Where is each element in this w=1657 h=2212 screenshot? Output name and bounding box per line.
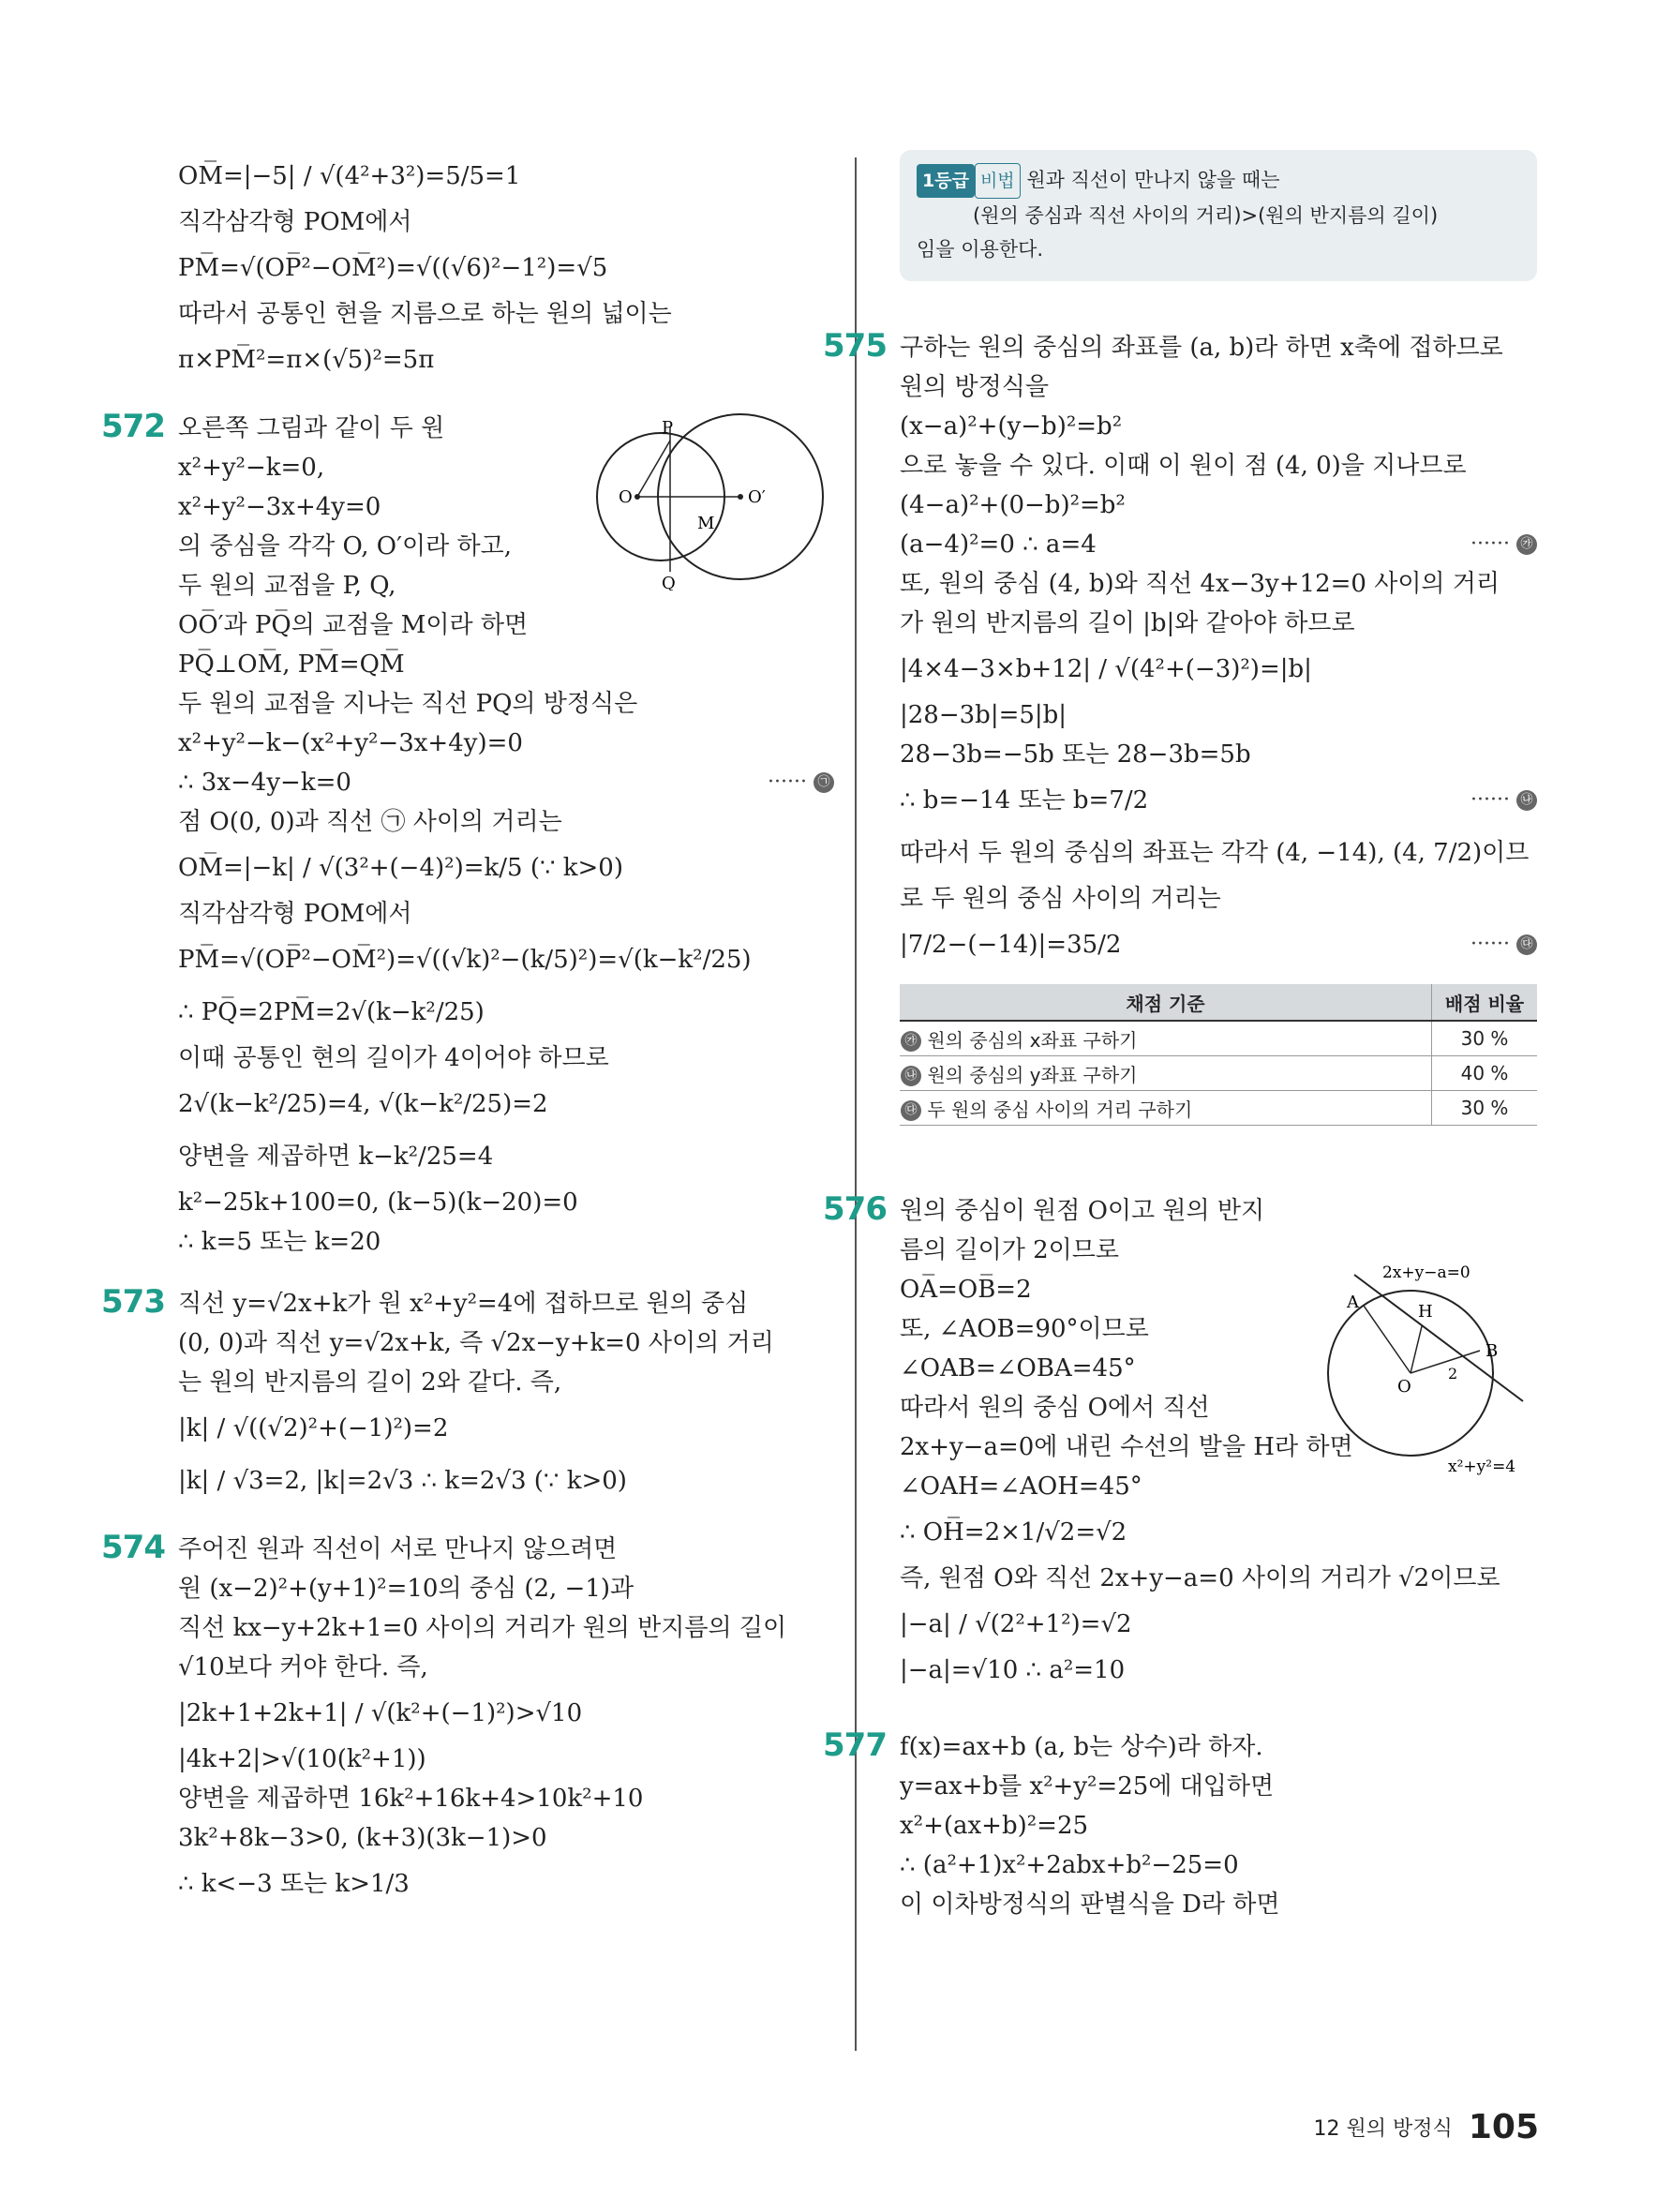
label-b: B — [1485, 1341, 1499, 1361]
solution-line — [900, 1651, 1537, 1690]
solution-text: 원 (x−2)²+(y+1)²=10의 중심 (2, −1)과 — [178, 1575, 634, 1603]
solution-text: 직선 kx−y+2k+1=0 사이의 거리가 원의 반지름의 길이 — [178, 1614, 787, 1642]
segment-op — [637, 441, 670, 497]
solution-line — [178, 150, 834, 202]
solution-text: 두 원의 교점을 지나는 직선 PQ의 방정식은 — [178, 690, 638, 718]
solution-line — [178, 684, 834, 724]
label-circle: x²+y²=4 — [1448, 1457, 1516, 1476]
solution-text: OO̅′과 PQ̅의 교점을 M이라 하면 — [178, 611, 529, 639]
solution-text: OM̅=|−k| / √(3²+(−4)²)=k/5 (∵ k>0) — [178, 854, 623, 882]
solution-text: 으로 놓을 수 있다. 이때 이 원이 점 (4, 0)을 지나므로 — [900, 452, 1467, 480]
solution-line — [101, 1283, 834, 1323]
solution-line — [900, 446, 1537, 486]
label-q: Q — [662, 574, 676, 590]
solution-text: 원의 방정식을 — [900, 373, 1049, 401]
solution-text: 직선 y=√2x+k가 원 x²+y²=4에 접하므로 원의 중심 — [178, 1290, 749, 1318]
table-row-mark: ㉮ — [901, 1031, 921, 1052]
solution-line — [900, 604, 1537, 643]
solution-line — [900, 879, 1537, 919]
solution-line — [178, 763, 834, 802]
segment-oh — [1411, 1326, 1422, 1373]
solution-text: 2√(k−k²/25)=4, √(k−k²/25)=2 — [178, 1090, 548, 1118]
solution-line — [178, 1363, 834, 1402]
equation-mark-label: ㉯ — [1516, 790, 1537, 811]
tip-line-3: 임을 이용한다. — [917, 238, 1044, 261]
solution-line — [178, 1222, 834, 1262]
table-header-criteria: 채점 기준 — [900, 984, 1432, 1021]
label-m: M — [697, 514, 715, 533]
solution-text: 주어진 원과 직선이 서로 만나지 않으려면 — [178, 1535, 618, 1563]
solution-text: PQ̅⊥OM̅, PM̅=QM̅ — [178, 650, 405, 679]
solution-text: OA̅=OB̅=2 — [900, 1276, 1032, 1304]
solution-line — [900, 1506, 1537, 1559]
solution-line — [178, 1858, 834, 1910]
line-2x-y-a — [1354, 1275, 1523, 1401]
problem-number: 577 — [823, 1726, 887, 1764]
solution-line — [178, 724, 834, 763]
table-row — [900, 1021, 1537, 1056]
label-o: O — [619, 487, 633, 507]
equation-mark: ······ ㉰ — [1470, 919, 1537, 971]
solution-line — [178, 242, 834, 294]
solution-text: 28−3b=−5b 또는 28−3b=5b — [900, 740, 1251, 769]
solution-text: (4−a)²+(0−b)²=b² — [900, 491, 1126, 519]
solution-text: 따라서 두 원의 중심의 좌표는 각각 (4, −14), (4, 7/2)이므 — [900, 839, 1530, 867]
solution-line — [900, 1559, 1537, 1598]
point-o — [634, 494, 640, 500]
solution-line — [900, 486, 1537, 525]
problem-number: 575 — [823, 327, 887, 365]
solution-text: π×PM̅²=π×(√5)²=5π — [178, 346, 435, 374]
solution-line — [178, 894, 834, 934]
solution-line — [178, 1687, 834, 1740]
solution-text: f(x)=ax+b (a, b는 상수)라 하자. — [900, 1733, 1263, 1761]
solution-text: (0, 0)과 직선 y=√2x+k, 즉 √2x−y+k=0 사이의 거리 — [178, 1329, 774, 1357]
solution-text: (a−4)²=0 ∴ a=4 — [900, 531, 1097, 559]
solution-line — [178, 1130, 834, 1183]
solution-text: |−a| / √(2²+1²)=√2 — [900, 1610, 1132, 1638]
solution-text: |k| / √3=2, |k|=2√3 ∴ k=2√3 (∵ k>0) — [178, 1467, 627, 1495]
label-o: O — [1397, 1377, 1411, 1397]
label-h: H — [1418, 1302, 1433, 1322]
solution-text: |k| / √((√2)²+(−1)²)=2 — [178, 1414, 449, 1442]
solution-text: (x−a)²+(y−b)²=b² — [900, 412, 1123, 441]
problem-number: 573 — [101, 1283, 165, 1321]
page-number: 105 — [1468, 2108, 1539, 2146]
solution-text: 양변을 제곱하면 k−k²/25=4 — [178, 1143, 494, 1171]
column-divider — [855, 157, 857, 2051]
solution-text: 또, 원의 중심 (4, b)와 직선 4x−3y+12=0 사이의 거리 — [900, 570, 1500, 598]
solution-text: 또, ∠AOB=90°이므로 — [900, 1315, 1149, 1343]
solution-text: 는 원의 반지름의 길이 2와 같다. 즉, — [178, 1368, 562, 1397]
solution-text: k²−25k+100=0, (k−5)(k−20)=0 — [178, 1188, 578, 1217]
table-row-criteria: 원의 중심의 y좌표 구하기 — [927, 1063, 1138, 1086]
solution-line — [823, 327, 1537, 367]
table-row-criteria: 두 원의 중심 사이의 거리 구하기 — [927, 1098, 1193, 1121]
table-row-ratio: 30 % — [1432, 1021, 1538, 1056]
solution-line — [900, 407, 1537, 446]
equation-mark-label: ㉠ — [814, 772, 834, 793]
solution-line — [900, 1885, 1537, 1924]
solution-line — [178, 1740, 834, 1779]
solution-line — [178, 1818, 834, 1858]
table-row-mark: ㉯ — [901, 1066, 921, 1086]
equation-mark: ······ ㉮ — [1470, 525, 1537, 564]
solution-text: 원의 중심이 원점 O이고 원의 반지 — [900, 1197, 1265, 1225]
tip-badge: 1등급 — [917, 164, 975, 198]
problem-number: 574 — [101, 1529, 165, 1566]
problem-number: 572 — [101, 408, 165, 445]
segment-oa — [1364, 1306, 1411, 1373]
solution-text: 따라서 원의 중심 O에서 직선 — [900, 1394, 1210, 1422]
problem-number: 576 — [823, 1190, 887, 1228]
solution-line — [823, 1726, 1537, 1767]
solution-line — [178, 1779, 834, 1818]
solution-text: 2x+y−a=0에 내린 수선의 발을 H라 하면 — [900, 1433, 1353, 1461]
chapter-title: 12 원의 방정식 — [1313, 2117, 1453, 2141]
equation-mark: ······ ㉯ — [1470, 774, 1537, 827]
solution-line — [900, 1598, 1537, 1651]
solution-line — [900, 774, 1537, 827]
solution-line — [178, 645, 834, 684]
solution-line — [900, 827, 1537, 879]
solution-line — [900, 367, 1537, 407]
label-line: 2x+y−a=0 — [1382, 1263, 1470, 1282]
solution-text: ∴ OH̅=2×1/√2=√2 — [900, 1518, 1127, 1547]
solution-line — [178, 1402, 834, 1455]
solution-text: 구하는 원의 중심의 좌표를 (a, b)라 하면 x축에 접하므로 — [900, 334, 1503, 362]
solution-line — [178, 802, 834, 842]
two-circles-figure — [581, 412, 834, 590]
equation-mark-label: ㉰ — [1516, 934, 1537, 955]
solution-line — [900, 1767, 1537, 1806]
solution-text: x²+y²−k=0, — [178, 454, 325, 482]
solution-line — [178, 294, 834, 334]
solution-text: 따라서 공통인 현을 지름으로 하는 원의 넓이는 — [178, 300, 672, 328]
solution-text: 두 원의 교점을 P, Q, — [178, 572, 396, 600]
solution-line — [178, 202, 834, 242]
solution-line — [900, 735, 1537, 774]
solution-text: x²+y²−k−(x²+y²−3x+4y)=0 — [178, 729, 523, 757]
equation-mark: ······ ㉠ — [768, 763, 834, 802]
solution-575 — [823, 327, 1537, 971]
page-footer — [1314, 2108, 1540, 2146]
table-row-mark: ㉰ — [901, 1100, 921, 1121]
solution-text: y=ax+b를 x²+y²=25에 대입하면 — [900, 1772, 1275, 1801]
solution-text: 의 중심을 각각 O, O′이라 하고, — [178, 532, 513, 560]
solution-text: ∴ k<−3 또는 k>1/3 — [178, 1870, 410, 1898]
label-p: P — [662, 418, 674, 438]
solution-line — [178, 1183, 834, 1222]
solution-text: |28−3b|=5|b| — [900, 701, 1067, 729]
table-row — [900, 1091, 1537, 1126]
right-column — [823, 150, 1537, 1924]
solution-line — [101, 1529, 834, 1569]
solution-line — [900, 564, 1537, 604]
solution-line — [178, 1608, 834, 1648]
solution-line — [900, 643, 1537, 695]
tip-badge-2: 비법 — [975, 163, 1021, 199]
solution-text: √10보다 커야 한다. 즉, — [178, 1653, 428, 1681]
solution-text: 름의 길이가 2이므로 — [900, 1236, 1119, 1264]
solution-text: |4k+2|>√(10(k²+1)) — [178, 1745, 426, 1773]
scoring-table — [900, 984, 1537, 1126]
solution-line — [178, 842, 834, 894]
solution-text: |7/2−(−14)|=35/2 — [900, 931, 1122, 959]
solution-line — [900, 695, 1537, 735]
solution-text: |2k+1+2k+1| / √(k²+(−1)²)>√10 — [178, 1699, 583, 1727]
tip-line-1: 원과 직선이 만나지 않을 때는 — [1026, 169, 1280, 191]
table-row-ratio: 30 % — [1432, 1091, 1538, 1126]
solution-line — [900, 1806, 1537, 1846]
solution-text: 이 이차방정식의 판별식을 D라 하면 — [900, 1891, 1280, 1919]
solution-text: 직각삼각형 POM에서 — [178, 208, 412, 236]
solution-text: 오른쪽 그림과 같이 두 원 — [178, 414, 445, 442]
solution-text: 양변을 제곱하면 16k²+16k+4>10k²+10 — [178, 1785, 644, 1813]
tip-box — [900, 150, 1537, 281]
solution-text: ∠OAB=∠OBA=45° — [900, 1354, 1136, 1382]
solution-text: 가 원의 반지름의 길이 |b|와 같아야 하므로 — [900, 609, 1355, 637]
solution-line — [178, 1078, 834, 1130]
solution-text: 이때 공통인 현의 길이가 4이어야 하므로 — [178, 1044, 609, 1072]
solution-line — [178, 986, 834, 1039]
solution-text: ∴ k=5 또는 k=20 — [178, 1228, 381, 1256]
solution-text: x²+(ax+b)²=25 — [900, 1812, 1089, 1840]
label-o-prime: O′ — [748, 487, 766, 507]
table-row-criteria: 원의 중심의 x좌표 구하기 — [927, 1028, 1138, 1052]
solution-line — [900, 919, 1537, 971]
solution-line — [900, 1846, 1537, 1885]
solution-text: ∠OAH=∠AOH=45° — [900, 1472, 1142, 1501]
solution-text: ∴ b=−14 또는 b=7/2 — [900, 786, 1149, 815]
equation-mark-label: ㉮ — [1516, 534, 1537, 555]
solution-text: 즉, 원점 O와 직선 2x+y−a=0 사이의 거리가 √2이므로 — [900, 1564, 1500, 1592]
solution-line — [823, 1190, 1537, 1231]
tip-line-2: (원의 중심과 직선 사이의 거리)>(원의 반지름의 길이) — [973, 204, 1439, 227]
solution-text: 3k²+8k−3>0, (k+3)(3k−1)>0 — [178, 1824, 547, 1852]
solution-text: ∴ 3x−4y−k=0 — [178, 769, 351, 797]
solution-line — [178, 1455, 834, 1507]
solution-text: ∴ (a²+1)x²+2abx+b²−25=0 — [900, 1851, 1239, 1879]
circle-line-figure — [1307, 1261, 1532, 1476]
table-row-ratio: 40 % — [1432, 1056, 1538, 1091]
solution-line — [178, 1323, 834, 1363]
table-header-ratio: 배점 비율 — [1432, 984, 1538, 1021]
solution-line — [178, 605, 834, 645]
solution-text: |−a|=√10 ∴ a²=10 — [900, 1656, 1126, 1684]
solution-text: 직각삼각형 POM에서 — [178, 900, 412, 928]
solution-text: PM̅=√(OP̅²−OM̅²)=√((√k)²−(k/5)²)=√(k−k²/25) — [178, 946, 752, 974]
solution-line — [900, 525, 1537, 564]
point-o-prime — [738, 494, 743, 500]
solution-text: 점 O(0, 0)과 직선 ㉠ 사이의 거리는 — [178, 808, 562, 836]
solution-line — [178, 1648, 834, 1687]
solution-text: 로 두 원의 중심 사이의 거리는 — [900, 885, 1221, 913]
solution-text: x²+y²−3x+4y=0 — [178, 493, 381, 521]
solution-line — [178, 334, 834, 386]
solution-text: OM̅=|−5| / √(4²+3²)=5/5=1 — [178, 162, 521, 190]
solution-line — [178, 1569, 834, 1608]
solution-line — [178, 934, 834, 986]
solution-text: ∴ PQ̅=2PM̅=2√(k−k²/25) — [178, 998, 485, 1026]
solution-text: PM̅=√(OP̅²−OM̅²)=√((√6)²−1²)=√5 — [178, 254, 608, 282]
label-radius: 2 — [1448, 1365, 1458, 1382]
solution-text: |4×4−3×b+12| / √(4²+(−3)²)=|b| — [900, 655, 1312, 683]
label-a: A — [1347, 1293, 1359, 1312]
solution-line — [178, 1039, 834, 1078]
table-row — [900, 1056, 1537, 1091]
